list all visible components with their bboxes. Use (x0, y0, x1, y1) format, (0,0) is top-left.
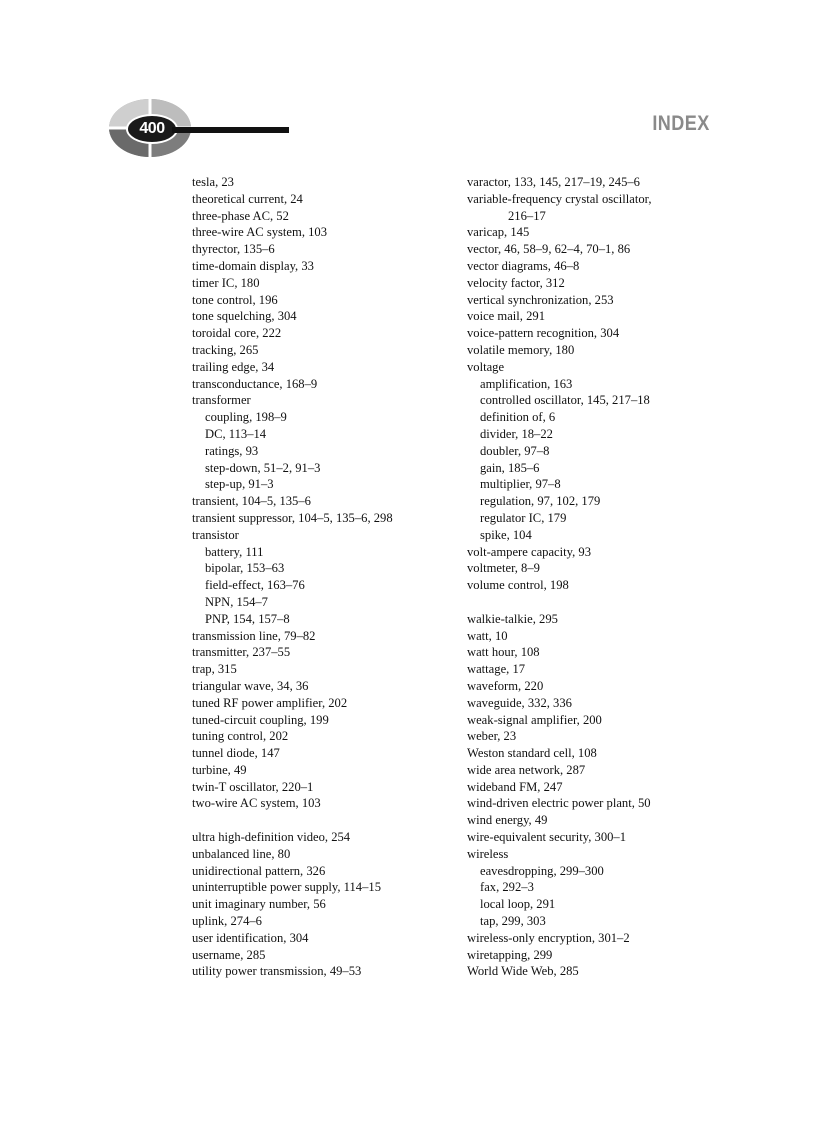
index-subentry: coupling, 198–9 (205, 410, 287, 425)
index-entry: trailing edge, 34 (192, 359, 275, 374)
index-subentry: NPN, 154–7 (205, 594, 268, 609)
index-entry-continuation: 216–17 (508, 208, 546, 223)
index-entry: transformer (192, 393, 251, 408)
index-entry: transmitter, 237–55 (192, 645, 291, 660)
index-subentry: step-up, 91–3 (205, 477, 274, 492)
header-rule (172, 127, 289, 133)
index-entry: volatile memory, 180 (467, 342, 575, 357)
index-entry: velocity factor, 312 (467, 275, 565, 290)
index-subentry: regulator IC, 179 (480, 510, 567, 525)
index-subentry: controlled oscillator, 145, 217–18 (480, 393, 650, 408)
index-subentry: bipolar, 153–63 (205, 561, 285, 576)
index-entry: three-wire AC system, 103 (192, 225, 328, 240)
index-subentry: DC, 113–14 (205, 426, 267, 441)
running-head: INDEX (652, 112, 710, 135)
index-subentry: field-effect, 163–76 (205, 578, 305, 593)
index-entry: voltmeter, 8–9 (467, 561, 540, 576)
index-entry: thyrector, 135–6 (192, 242, 275, 257)
letter-group-gap (192, 812, 462, 829)
index-entry: vertical synchronization, 253 (467, 292, 614, 307)
index-entry: transient suppressor, 104–5, 135–6, 298 (192, 510, 393, 525)
index-entry: wind energy, 49 (467, 813, 548, 828)
index-entry: World Wide Web, 285 (467, 964, 579, 979)
index-entry: wire-equivalent security, 300–1 (467, 830, 627, 845)
index-subentry: divider, 18–22 (480, 426, 553, 441)
index-entry: voice-pattern recognition, 304 (467, 326, 620, 341)
index-entry: transient, 104–5, 135–6 (192, 494, 311, 509)
index-entry: user identification, 304 (192, 930, 309, 945)
index-entry: three-phase AC, 52 (192, 208, 289, 223)
index-entry: unbalanced line, 80 (192, 846, 291, 861)
index-entry: wireless-only encryption, 301–2 (467, 930, 630, 945)
index-entry: tuned RF power amplifier, 202 (192, 695, 348, 710)
index-entry: two-wire AC system, 103 (192, 796, 321, 811)
index-entry: wattage, 17 (467, 662, 526, 677)
index-entry: time-domain display, 33 (192, 258, 314, 273)
index-entry: transconductance, 168–9 (192, 376, 318, 391)
index-subentry: fax, 292–3 (480, 880, 534, 895)
index-entry: unit imaginary number, 56 (192, 897, 326, 912)
index-entry: ultra high-definition video, 254 (192, 830, 351, 845)
index-entry: wind-driven electric power plant, 50 (467, 796, 651, 811)
index-subentry: definition of, 6 (480, 410, 556, 425)
index-entry: uninterruptible power supply, 114–15 (192, 880, 381, 895)
index-entry: wide area network, 287 (467, 762, 586, 777)
index-entry: tuned-circuit coupling, 199 (192, 712, 329, 727)
index-entry: varicap, 145 (467, 225, 530, 240)
index-entry: tone squelching, 304 (192, 309, 297, 324)
index-entry: voltage (467, 359, 505, 374)
page-number: 400 (126, 114, 178, 144)
index-entry: triangular wave, 34, 36 (192, 678, 309, 693)
index-subentry: PNP, 154, 157–8 (205, 611, 290, 626)
index-entry: volume control, 198 (467, 578, 569, 593)
index-subentry: amplification, 163 (480, 376, 573, 391)
index-subentry: regulation, 97, 102, 179 (480, 494, 601, 509)
index-entry: tracking, 265 (192, 342, 259, 357)
index-entry: timer IC, 180 (192, 275, 260, 290)
index-entry: toroidal core, 222 (192, 326, 282, 341)
index-entry: twin-T oscillator, 220–1 (192, 779, 314, 794)
index-entry: transmission line, 79–82 (192, 628, 316, 643)
index-entry: volt-ampere capacity, 93 (467, 544, 592, 559)
index-subentry: battery, 111 (205, 544, 264, 559)
index-entry: watt, 10 (467, 628, 508, 643)
index-entry: wideband FM, 247 (467, 779, 563, 794)
index-entry: vector diagrams, 46–8 (467, 258, 580, 273)
index-entry: transistor (192, 527, 239, 542)
index-entry: varactor, 133, 145, 217–19, 245–6 (467, 175, 640, 189)
index-entry: waveform, 220 (467, 678, 544, 693)
index-entry: trap, 315 (192, 662, 237, 677)
index-subentry: step-down, 51–2, 91–3 (205, 460, 321, 475)
index-entry: username, 285 (192, 947, 266, 962)
index-subentry: gain, 185–6 (480, 460, 540, 475)
index-entry: variable-frequency crystal oscillator, (467, 191, 652, 206)
index-subentry: tap, 299, 303 (480, 914, 546, 929)
index-subentry: multiplier, 97–8 (480, 477, 561, 492)
index-column-left (192, 174, 462, 980)
index-entry: waveguide, 332, 336 (467, 695, 572, 710)
index-entry: voice mail, 291 (467, 309, 545, 324)
index-subentry: local loop, 291 (480, 897, 556, 912)
index-subentry: ratings, 93 (205, 443, 259, 458)
index-entry: wiretapping, 299 (467, 947, 553, 962)
index-entry: vector, 46, 58–9, 62–4, 70–1, 86 (467, 242, 631, 257)
index-entry: turbine, 49 (192, 762, 247, 777)
index-column-right (467, 174, 757, 980)
letter-group-gap (467, 594, 757, 611)
index-subentry: doubler, 97–8 (480, 443, 550, 458)
index-entry: unidirectional pattern, 326 (192, 863, 326, 878)
index-entry: utility power transmission, 49–53 (192, 964, 362, 979)
index-entry: watt hour, 108 (467, 645, 540, 660)
index-subentry: spike, 104 (480, 527, 532, 542)
index-entry: weak-signal amplifier, 200 (467, 712, 602, 727)
index-entry: tunnel diode, 147 (192, 746, 280, 761)
index-entry: uplink, 274–6 (192, 914, 262, 929)
index-entry: walkie-talkie, 295 (467, 611, 558, 626)
index-entry: wireless (467, 846, 509, 861)
index-entry: tone control, 196 (192, 292, 278, 307)
index-entry: tuning control, 202 (192, 729, 289, 744)
index-entry: tesla, 23 (192, 175, 234, 189)
index-entry: Weston standard cell, 108 (467, 746, 597, 761)
index-subentry: eavesdropping, 299–300 (480, 863, 604, 878)
index-entry: weber, 23 (467, 729, 517, 744)
index-entry: theoretical current, 24 (192, 191, 303, 206)
